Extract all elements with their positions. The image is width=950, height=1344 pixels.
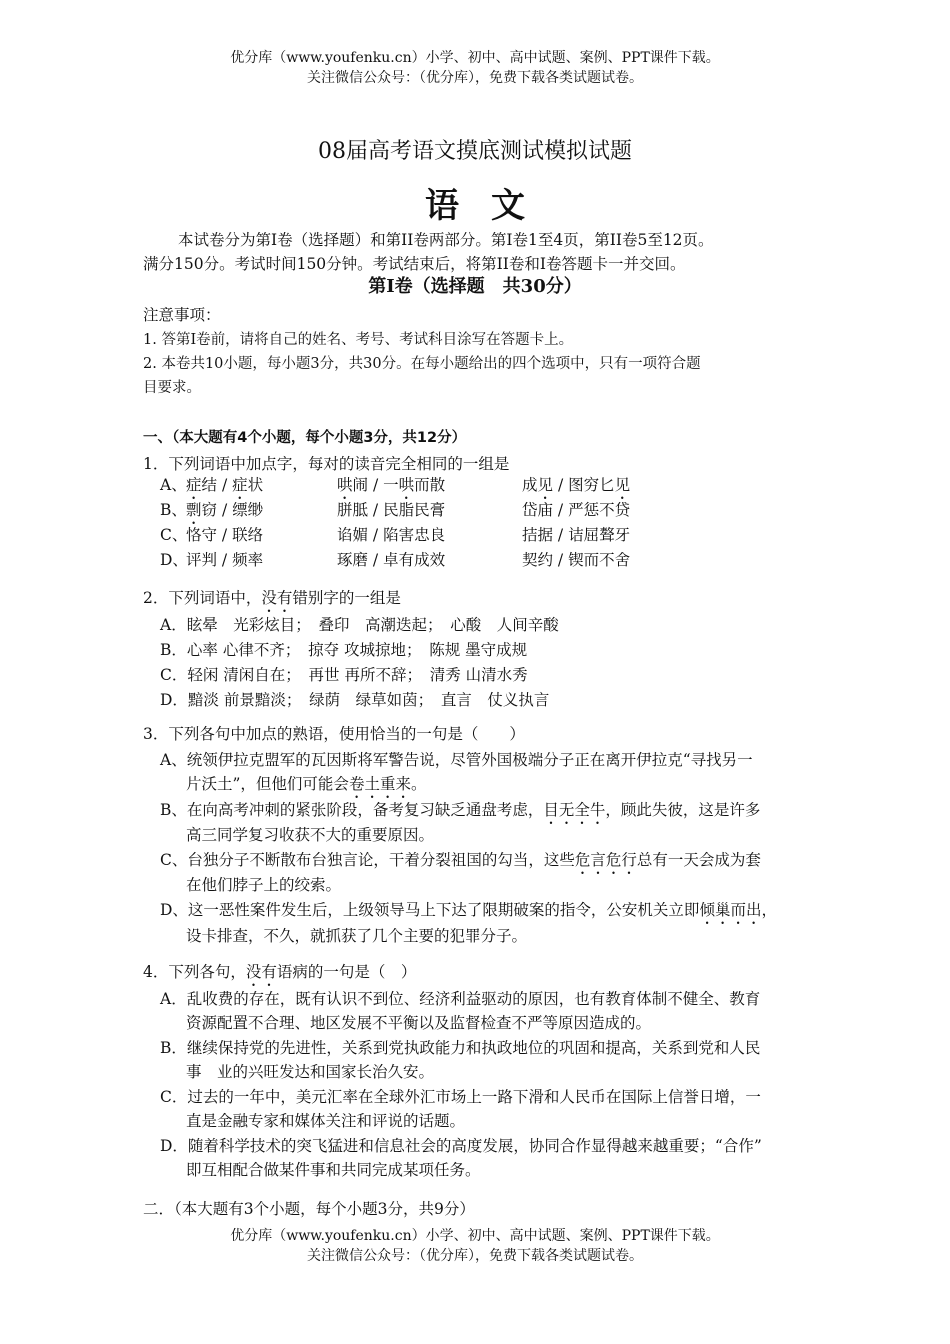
- intro-line-2: 满分150分。考试时间150分钟。考试结束后，将第II卷和I卷答题卡一并交回。: [143, 255, 686, 273]
- part-2-heading: 二．（本大题有3个小题，每个小题3分，共9分）: [143, 1200, 475, 1218]
- q4-option-a-line-1: A．乱收费的存在，既有认识不到位、经济利益驱动的原因，也有教育体制不健全、教育: [160, 990, 761, 1008]
- page-header: [0, 48, 950, 88]
- q2-option-b: B．心率 心律不齐； 掠夺 攻城掠地； 陈规 墨守成规: [160, 641, 528, 659]
- q4-option-c-line-1: C．过去的一年中，美元汇率在全球外汇市场上一路下滑和人民币在国际上信誉日增，一: [160, 1088, 761, 1106]
- q1-option-d-col3: 契约 / 锲而不舍: [522, 551, 631, 569]
- q1-option-c-col1: 恪守 / 联络: [186, 526, 264, 544]
- q3-option-d-line-1: D、这一恶性案件发生后，上级领导马上下达了限期破案的指令，公安机关立即倾巢而出，: [160, 901, 777, 919]
- q3-option-a-line-2: 片沃土”，但他们可能会卷土重来。: [186, 775, 427, 793]
- exam-title: 语文: [425, 186, 557, 226]
- header-line-2: 关注微信公众号：（优分库），免费下载各类试题试卷。: [307, 70, 643, 86]
- q4-option-b-line-2: 事 业的兴旺发达和国家长治久安。: [186, 1063, 435, 1081]
- q1-option-c-col2: 谄媚 / 陷害忠良: [337, 526, 446, 544]
- q1-option-b-col2: 胼胝 / 民脂民膏: [337, 501, 446, 519]
- q4-option-a-line-2: 资源配置不合理、地区发展不平衡以及监督检查不严等原因造成的。: [186, 1014, 652, 1032]
- q2-option-c: C．轻闲 清闲自在； 再世 再所不辞； 清秀 山清水秀: [160, 666, 528, 684]
- q4-option-c-line-2: 直是金融专家和媒体关注和评说的话题。: [186, 1112, 466, 1130]
- q1-option-b-col3: 岱庙 / 严惩不贷: [522, 501, 631, 519]
- q3-option-c-line-2: 在他们脖子上的绞索。: [186, 876, 342, 894]
- notice-heading: 注意事项：: [143, 306, 221, 324]
- intro-line-1: 本试卷分为第I卷（选择题）和第II卷两部分。第I卷1至4页，第II卷5至12页。: [178, 231, 714, 249]
- q3-option-d-line-2: 设卡排查，不久，就抓获了几个主要的犯罪分子。: [186, 927, 528, 945]
- q4-option-b-line-1: B．继续保持党的先进性，关系到党执政能力和执政地位的巩固和提高，关系到党和人民: [160, 1039, 761, 1057]
- q4-stem: 4．下列各句，没有语病的一句是（ ）: [143, 963, 417, 981]
- part-1-heading: 一、（本大题有4个小题，每个小题3分，共12分）: [143, 430, 467, 446]
- q1-option-c-col3: 拮据 / 诘屈聱牙: [522, 526, 631, 544]
- notice-item-1: 1. 答第I卷前，请将自己的姓名、考号、考试科目涂写在答题卡上。: [143, 332, 574, 348]
- section-1-title: 第I卷（选择题 共30分）: [368, 276, 582, 297]
- q2-stem: 2．下列词语中，没有错别字的一组是: [143, 589, 401, 607]
- q3-option-c-line-1: C、台独分子不断散布台独言论，干着分裂祖国的勾当，这些危言危行总有一天会成为套: [160, 851, 761, 869]
- q1-option-d-col1: 评判 / 频率: [186, 551, 264, 569]
- q1-option-b-label: B、: [160, 501, 187, 519]
- q4-option-d-line-1: D．随着科学技术的突飞猛进和信息社会的高度发展，协同合作显得越来越重要；“合作”: [160, 1137, 762, 1155]
- notice-item-2-line-1: 2. 本卷共10小题，每小题3分，共30分。在每小题给出的四个选项中，只有一项符合题: [143, 356, 701, 372]
- q4-option-d-line-2: 即互相配合做某件事和共同完成某项任务。: [186, 1161, 481, 1179]
- q3-option-a-line-1: A、统领伊拉克盟军的瓦因斯将军警告说，尽管外国极端分子正在离开伊拉克“寻找另一: [160, 751, 753, 769]
- q1-option-d-col2: 琢磨 / 卓有成效: [337, 551, 446, 569]
- q3-option-b-line-2: 高三同学复习收获不大的重要原因。: [186, 826, 435, 844]
- q1-option-d-label: D、: [160, 551, 188, 569]
- header-line-1: 优分库（www.youfenku.cn）小学、初中、高中试题、案例、PPT课件下载。: [230, 50, 720, 66]
- notice-item-2-line-2: 目要求。: [143, 380, 201, 396]
- footer-line-2: 关注微信公众号：（优分库），免费下载各类试题试卷。: [307, 1248, 643, 1264]
- q1-stem: 1．下列词语中加点字，每对的读音完全相同的一组是: [143, 455, 510, 473]
- q1-option-a-col3: 成见 / 图穷匕见: [522, 476, 631, 494]
- q1-option-a-col1: 症结 / 症状: [186, 476, 264, 494]
- q1-option-a-col2: 哄闹 / 一哄而散: [337, 476, 446, 494]
- q3-option-b-line-1: B、在向高考冲刺的紧张阶段，备考复习缺乏通盘考虑，目无全牛，顾此失彼，这是许多: [160, 801, 761, 819]
- exam-subtitle: 08届高考语文摸底测试模拟试题: [318, 139, 632, 164]
- q1-option-a-label: A、: [160, 476, 187, 494]
- q1-option-b-col1: 剽窃 / 缥缈: [186, 501, 264, 519]
- q2-option-a: A．眩晕 光彩炫目； 叠印 高潮迭起； 心酸 人间辛酸: [160, 616, 559, 634]
- q2-option-d: D．黯淡 前景黯淡； 绿荫 绿草如茵； 直言 仗义执言: [160, 691, 550, 709]
- q1-option-c-label: C、: [160, 526, 188, 544]
- q3-stem: 3．下列各句中加点的熟语，使用恰当的一句是（ ）: [143, 725, 525, 743]
- footer-line-1: 优分库（www.youfenku.cn）小学、初中、高中试题、案例、PPT课件下载。: [230, 1228, 720, 1244]
- page-footer: [0, 1226, 950, 1266]
